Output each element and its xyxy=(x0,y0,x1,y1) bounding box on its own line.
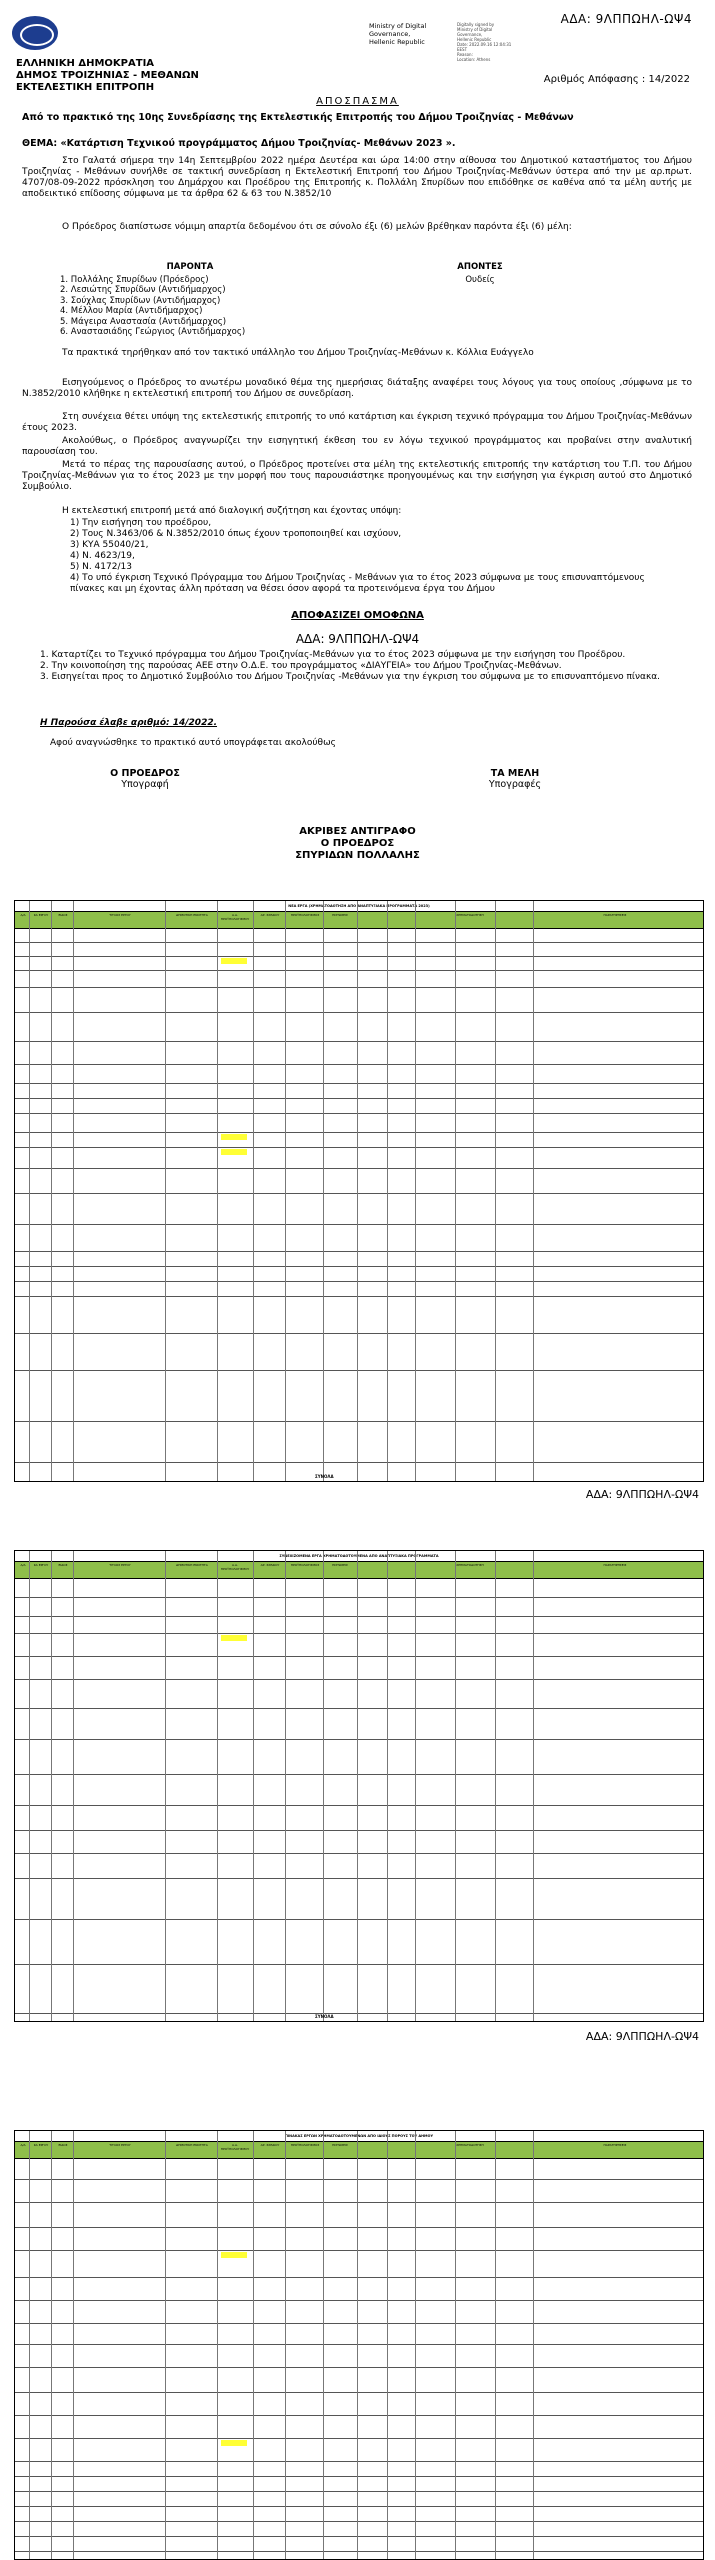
table-row xyxy=(15,1282,703,1297)
signature-line: Governance, xyxy=(457,32,483,37)
column-header: ΚΑ ΕΡΓΟΥ xyxy=(33,1563,49,1567)
ministry-line: Hellenic Republic xyxy=(369,38,425,46)
table-row xyxy=(15,1740,703,1775)
greek-state-emblem-icon xyxy=(12,16,58,50)
table-row xyxy=(15,1013,703,1042)
table-row xyxy=(15,2462,703,2477)
table-row xyxy=(15,2477,703,2492)
highlight-cell xyxy=(221,1134,247,1140)
column-header: ΠΙΣΤΩΣΕΙΣ xyxy=(332,913,348,917)
considerations-list xyxy=(70,518,680,595)
column-header: ΤΙΤΛΟΣ ΕΡΓΟΥ xyxy=(109,2143,131,2147)
ada-code-footer: ΑΔΑ: 9ΛΠΠΩΗΛ-ΩΨ4 xyxy=(585,1488,699,1501)
column-header: ΔΗΜΟΤΙΚΗ ΕΝΟΤΗΤΑ xyxy=(176,2143,208,2147)
continuing-projects-table xyxy=(14,1550,704,2022)
highlight-cell xyxy=(221,958,247,964)
column-header: ΠΑΡΑΤΗΡΗΣΕΙΣ xyxy=(603,2143,627,2147)
signature-line: Location: Athens xyxy=(457,57,491,62)
column-header: ΠΙΣΤΩΣΕΙΣ xyxy=(332,2143,348,2147)
column-header: ΕΙΔΟΣ xyxy=(58,1563,68,1567)
column-header: Α/Α xyxy=(20,913,26,917)
column-header: ΧΡΗΜΑΤΟΔΟΤΗΣΗ xyxy=(456,2143,484,2147)
table-row xyxy=(15,1579,703,1598)
ministry-line: Ministry of Digital xyxy=(369,22,427,30)
column-header: ΧΡΗΜΑΤΟΔΟΤΗΣΗ xyxy=(456,913,484,917)
table-row xyxy=(15,1148,703,1169)
column-header: ΕΙΔΟΣ xyxy=(58,913,68,917)
table-row xyxy=(15,2180,703,2203)
table-row xyxy=(15,1709,703,1740)
certified-copy-name: ΣΠΥΡΙΔΩΝ ΠΟΛΛΑΛΗΣ xyxy=(295,850,420,861)
table-header xyxy=(15,2142,703,2159)
column-header: ΚΑ ΕΡΓΟΥ xyxy=(33,2143,49,2147)
table-row xyxy=(15,1297,703,1334)
paragraph: Ακολούθως, ο Πρόεδρος αναγνωρίζει την εισηγητική έκθεση του εν λόγω τεχνικού προγράμματος και προβαίνει στην αναλυτική παρουσίαση του. xyxy=(22,436,692,457)
table-row xyxy=(15,2159,703,2180)
highlight-cell xyxy=(221,2252,247,2258)
table-row xyxy=(15,2368,703,2393)
column-header: ΠΙΣΤΩΣΕΙΣ xyxy=(332,1563,348,1567)
column-header: ΠΡΟΫΠΟΛΟΓΙΣΜΟΣ xyxy=(290,1563,320,1567)
consideration-item: 5) Ν. 4172/13 xyxy=(70,562,132,572)
highlight-cell xyxy=(221,1635,247,1641)
present-member: 6. Αναστασιάδης Γεώργιος (Αντιδήμαρχος) xyxy=(60,327,246,337)
table-row xyxy=(15,1334,703,1371)
decision-list xyxy=(40,650,680,683)
paragraph: Στο Γαλατά σήμερα την 14η Σεπτεμβρίου 2022 ημέρα Δευτέρα και ώρα 14:00 στην αίθουσα του Δημοτικού καταστήματος του Δήμου Τροιζηνίας - Μεθάνων συνήλθε σε τακτική συνεδρίαση η Εκτελεστική Επιτροπή του Δήμου Τροιζηνίας-Μεθάνων ύστερα από την με αρ.πρωτ. 4707/08-09-2022 πρόσκληση του Δημάρχου και Προέδρου της Επιτροπής κ. Πολλάλη Σπυρίδων που επιδόθηκε σε καθένα από τα μέλη αυτής με αποδεικτικό επίδοσης σύμφωνα με τα άρθρα 62 & 63 του Ν.3852/10 xyxy=(22,156,692,199)
column-header: ΔΗΜΟΤΙΚΗ ΕΝΟΤΗΤΑ xyxy=(176,913,208,917)
consideration-item: 3) ΚΥΑ 55040/21, xyxy=(70,540,149,550)
org-line: ΔΗΜΟΣ ΤΡΟΙΖΗΝΙΑΣ - ΜΕΘΑΝΩΝ xyxy=(16,70,199,81)
decision-item: 3. Εισηγείται προς το Δημοτικό Συμβούλιο του Δήμου Τροιζηνίας -Μεθάνων για την έγκριση του σύμφωνα με το επισυναπτόμενο πίνακα. xyxy=(40,672,661,682)
table-row xyxy=(15,1371,703,1422)
paragraph: Μετά το πέρας της παρουσίασης αυτού, ο Πρόεδρος προτείνει στα μέλη της εκτελεστικής επιτροπής την κατάρτιση του Τ.Π. του Δήμου Τροιζηνίας-Μεθάνων για το έτος 2023 με την μορφή που τους παρουσιάστηκε προηγουμένως και την εισήγηση για έγκριση αυτού στο Δημοτικό Συμβούλιο. xyxy=(22,460,692,492)
table-row xyxy=(15,1831,703,1854)
present-heading: ΠΑΡΟΝΤΑ xyxy=(166,262,214,272)
column-header: Α/Α xyxy=(20,2143,26,2147)
table-row xyxy=(15,971,703,988)
column-header: Α.Α. ΠΡΟΫΠΟΛΟΓΙΣΜΟΥ xyxy=(220,2143,250,2151)
decision-item: 2. Την κοινοποίηση της παρούσας ΑΕΕ στην Ο.Δ.Ε. του προγράμματος «ΔΙΑΥΓΕΙΑ» του Δήμου Τροιζηνίας-Μεθάνων. xyxy=(40,661,562,671)
projects-table xyxy=(14,900,704,1482)
table-row xyxy=(15,2522,703,2537)
table-row xyxy=(15,2507,703,2522)
table-total-label: ΣΥΝΟΛΑ xyxy=(315,1474,334,1479)
table-row xyxy=(15,2301,703,2324)
table-row xyxy=(15,1617,703,1634)
decision-heading: ΑΠΟΦΑΣΙΖΕΙ ΟΜΟΦΩΝΑ xyxy=(291,610,424,621)
table-row xyxy=(15,2228,703,2251)
column-header: ΧΡΗΜΑΤΟΔΟΤΗΣΗ xyxy=(456,1563,484,1567)
table-row xyxy=(15,2537,703,2552)
column-header: Α/Α xyxy=(20,1563,26,1567)
signature-line: Date: 2022.09.16 12:04:31 xyxy=(457,42,512,47)
organization-block xyxy=(16,58,199,94)
consideration-item: 4) Ν. 4623/19, xyxy=(70,551,135,561)
column-header: ΑΡ. ΣΧΕΔΙΟΥ xyxy=(260,1563,280,1567)
absent-member: Ουδείς xyxy=(465,274,495,285)
table-row xyxy=(15,988,703,1013)
table-header xyxy=(15,1562,703,1579)
table-row xyxy=(15,1267,703,1282)
table-row xyxy=(15,1806,703,1831)
minutes-reference: Από το πρακτικό της 10ης Συνεδρίασης της Εκτελεστικής Επιτροπής του Δήμου Τροιζηνίας - Μεθάνων xyxy=(22,112,574,123)
signature-line: Ministry of Digital xyxy=(457,27,493,32)
column-header: ΤΙΤΛΟΣ ΕΡΓΟΥ xyxy=(109,1563,131,1567)
digital-signature-info xyxy=(457,22,527,62)
certified-copy-block xyxy=(0,826,715,862)
continuing-projects-page xyxy=(0,1500,715,2100)
table-title: ΣΥΝΕΧΙΖΟΜΕΝΑ ΕΡΓΑ ΧΡΗΜΑΤΟΔΟΤΟΥΜΕΝΑ ΑΠΟ ΑΝΑΠΤΥΞΙΑΚΑ ΠΡΟΓΡΑΜΜΑΤΑ xyxy=(15,1551,703,1562)
table-row xyxy=(15,2439,703,2462)
ministry-signature-label xyxy=(369,22,426,46)
chair-signature-label: Υπογραφή xyxy=(121,779,169,790)
table-row xyxy=(15,1634,703,1657)
present-member: 3. Σούχλας Σπυρίδων (Αντιδήμαρχος) xyxy=(60,295,221,306)
column-header: ΑΡ. ΣΧΕΔΙΟΥ xyxy=(260,913,280,917)
table-row xyxy=(15,1775,703,1806)
table-row xyxy=(15,1042,703,1065)
certified-copy-label: ΑΚΡΙΒΕΣ ΑΝΤΙΓΡΑΦΟ xyxy=(299,826,416,837)
decision-item: 1. Καταρτίζει το Τεχνικό πρόγραμμα του Δήμου Τροιζηνίας-Μεθάνων για το έτος 2023 σύμφωνα με την εισήγηση του Προέδρου. xyxy=(40,650,626,660)
paragraph: Τα πρακτικά τηρήθηκαν από τον τακτικό υπάλληλο του Δήμου Τροιζηνίας-Μεθάνων κ. Κόλλια Ευάγγελο xyxy=(62,348,534,358)
table-row xyxy=(15,1854,703,1879)
org-line: ΕΚΤΕΛΕΣΤΙΚΗ ΕΠΙΤΡΟΠΗ xyxy=(16,82,155,93)
table-row xyxy=(15,1598,703,1617)
table-body xyxy=(15,929,703,1463)
subject-line: ΘΕΜΑ: «Κατάρτιση Τεχνικού προγράμματος Δήμου Τροιζηνίας- Μεθάνων 2023 ». xyxy=(22,138,456,149)
absent-list xyxy=(380,262,580,285)
table-row xyxy=(15,1920,703,1965)
present-member: 2. Λεσιώτης Σπυρίδων (Αντιδήμαρχος) xyxy=(60,285,226,295)
table-row xyxy=(15,1252,703,1267)
decision-number-note: Η Παρούσα έλαβε αριθμό: 14/2022. xyxy=(40,718,218,728)
document-header xyxy=(12,10,702,93)
column-header: ΚΑ ΕΡΓΟΥ xyxy=(33,913,49,917)
column-header: ΕΙΔΟΣ xyxy=(58,2143,68,2147)
table-row xyxy=(15,1169,703,1194)
column-header: ΤΙΤΛΟΣ ΕΡΓΟΥ xyxy=(109,913,131,917)
table-row xyxy=(15,1680,703,1709)
highlight-cell xyxy=(221,1149,247,1155)
members-signature-label: Υπογραφές xyxy=(488,779,542,790)
absent-heading: ΑΠΟΝΤΕΣ xyxy=(457,262,503,272)
table-title: ΝΕΑ ΕΡΓΑ (ΧΡΗΜΑΤΟΔΟΤΗΣΗ ΑΠΟ ΑΝΑΠΤΥΞΙΑΚΑ ΠΡΟΓΡΑΜΜΑΤΑ 2023) xyxy=(15,901,703,912)
table-body xyxy=(15,1579,703,2014)
chair-signature xyxy=(70,768,220,790)
table-row xyxy=(15,2203,703,2228)
table-row xyxy=(15,1965,703,2014)
column-header: ΠΑΡΑΤΗΡΗΣΕΙΣ xyxy=(603,1563,627,1567)
signature-line: Digitally signed by xyxy=(457,22,495,27)
table-row xyxy=(15,1657,703,1680)
signature-line: EEST xyxy=(457,47,468,52)
decision-number: Αριθμός Απόφασης : 14/2022 xyxy=(543,74,690,85)
own-funds-projects-table xyxy=(14,2130,704,2560)
table-row xyxy=(15,2393,703,2416)
table-row xyxy=(15,1133,703,1148)
own-funds-projects-page xyxy=(0,2130,715,2560)
table-row xyxy=(15,1194,703,1225)
highlight-cell xyxy=(221,2440,247,2446)
table-row xyxy=(15,929,703,943)
table-total-label: ΣΥΝΟΛΑ xyxy=(315,2014,334,2019)
table-row xyxy=(15,2324,703,2345)
column-header: ΠΡΟΫΠΟΛΟΓΙΣΜΟΣ xyxy=(290,2143,320,2147)
ada-code: ΑΔΑ: 9ΛΠΠΩΗΛ-ΩΨ4 xyxy=(560,12,692,26)
ada-code-footer: ΑΔΑ: 9ΛΠΠΩΗΛ-ΩΨ4 xyxy=(585,2030,699,2043)
table-row xyxy=(15,1225,703,1252)
column-header: ΠΑΡΑΤΗΡΗΣΕΙΣ xyxy=(603,913,627,917)
table-row xyxy=(15,1065,703,1084)
consideration-item: 1) Την εισήγηση του προέδρου, xyxy=(70,518,212,528)
table-row xyxy=(15,1114,703,1133)
table-header xyxy=(15,912,703,929)
members-title: ΤΑ ΜΕΛΗ xyxy=(490,768,540,779)
column-header: ΑΡ. ΣΧΕΔΙΟΥ xyxy=(260,2143,280,2147)
table-row xyxy=(15,2492,703,2507)
signature-line: Reason: xyxy=(457,52,473,57)
paragraph: Ο Πρόεδρος διαπίστωσε νόμιμη απαρτία δεδομένου ότι σε σύνολο έξι (6) μελών βρέθηκαν παρόντα έξι (6) μέλη: xyxy=(62,222,572,232)
table-row xyxy=(15,2416,703,2439)
paragraph: Στη συνέχεια θέτει υπόψη της εκτελεστικής επιτροπής το υπό κατάρτιση και έγκριση τεχνικό πρόγραμμα του Δήμου Τροιζηνίας-Μεθάνων έτους 2023. xyxy=(22,412,692,433)
table-row xyxy=(15,943,703,957)
column-header: ΠΡΟΫΠΟΛΟΓΙΣΜΟΣ xyxy=(290,913,320,917)
signoff-note: Αφού αναγνώσθηκε το πρακτικό αυτό υπογράφεται ακολούθως xyxy=(50,738,336,748)
ministry-line: Governance, xyxy=(369,30,411,38)
table-row xyxy=(15,1879,703,1920)
present-member: 1. Πολλάλης Σπυρίδων (Πρόεδρος) xyxy=(60,274,209,285)
present-list xyxy=(60,262,320,338)
chair-title: Ο ΠΡΟΕΔΡΟΣ xyxy=(110,768,180,779)
table-row xyxy=(15,1084,703,1099)
consideration-item: 2) Τους Ν.3463/06 & Ν.3852/2010 όπως έχουν τροποποιηθεί και ισχύουν, xyxy=(70,529,402,539)
signature-line: Hellenic Republic xyxy=(457,37,492,42)
column-header: Α.Α. ΠΡΟΫΠΟΛΟΓΙΣΜΟΥ xyxy=(220,913,250,921)
table-row xyxy=(15,2251,703,2278)
column-header: Α.Α. ΠΡΟΫΠΟΛΟΓΙΣΜΟΥ xyxy=(220,1563,250,1571)
excerpt-heading: ΑΠΟΣΠΑΣΜΑ xyxy=(316,96,399,107)
table-body xyxy=(15,2159,703,2552)
table-row xyxy=(15,1099,703,1114)
ada-code-middle: ΑΔΑ: 9ΛΠΠΩΗΛ-ΩΨ4 xyxy=(295,632,420,646)
table-row xyxy=(15,957,703,971)
certified-copy-chair: Ο ΠΡΟΕΔΡΟΣ xyxy=(320,838,395,849)
column-header: ΔΗΜΟΤΙΚΗ ΕΝΟΤΗΤΑ xyxy=(176,1563,208,1567)
table-row xyxy=(15,2345,703,2368)
org-line: ΕΛΛΗΝΙΚΗ ΔΗΜΟΚΡΑΤΙΑ xyxy=(16,58,155,69)
paragraph: Εισηγούμενος ο Πρόεδρος το ανωτέρω μοναδικό θέμα της ημερήσιας διάταξης αναφέρει τους λόγους για τους οποίους ,σύμφωνα με το Ν.3852/2010 κλήθηκε η εκτελεστική επιτροπή του Δήμου σε συνεδρίαση. xyxy=(22,378,692,399)
present-member: 5. Μάγειρα Αναστασία (Αντιδήμαρχος) xyxy=(60,316,227,327)
consideration-item: 4) Το υπό έγκριση Τεχνικό Πρόγραμμα του Δήμου Τροιζηνίας - Μεθάνων για το έτος 2023 σύμφωνα με τους επισυναπτόμενους πίνακες και μη έχοντας άλλη πρόταση να θέσει όσον αφορά τα προτεινόμενα έργα του Δήμου xyxy=(70,573,645,594)
present-member: 4. Μέλλου Μαρία (Αντιδήμαρχος) xyxy=(60,306,203,316)
table-row xyxy=(15,2278,703,2301)
paragraph: Η εκτελεστική επιτροπή μετά από διαλογική συζήτηση και έχοντας υπόψη: xyxy=(62,506,402,516)
table-title: ΠΙΝΑΚΑΣ ΕΡΓΩΝ ΧΡΗΜΑΤΟΔΟΤΟΥΜΕΝΩΝ ΑΠΟ ΙΔΙΟΥΣ ΠΟΡΟΥΣ ΤΟΥ ΔΗΜΟΥ xyxy=(15,2131,703,2142)
table-row xyxy=(15,1422,703,1463)
members-signature xyxy=(440,768,590,790)
